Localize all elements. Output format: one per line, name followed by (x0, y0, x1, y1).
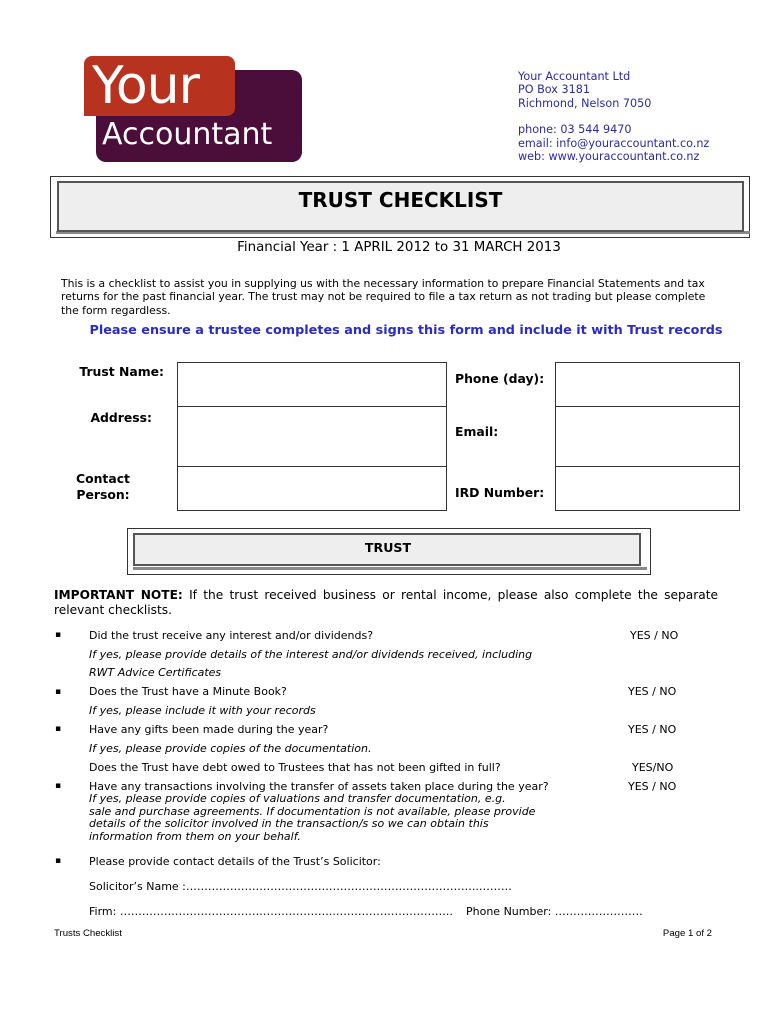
answer-debt[interactable]: YES/NO (632, 761, 674, 774)
question-minute-book: Does the Trust have a Minute Book? (89, 685, 287, 698)
company-logo (84, 56, 302, 162)
note-interest-1: If yes, please provide details of the interest and/or dividends received, including (89, 648, 533, 661)
company-city: Richmond, Nelson 7050 (518, 96, 652, 110)
important-note (54, 588, 718, 617)
address-label: Address: (90, 410, 152, 425)
address-field[interactable] (177, 406, 447, 467)
contact-label-line1: Contact (76, 471, 130, 486)
note-transfers-4: information from them on your behalf. (89, 829, 301, 843)
page-title: TRUST CHECKLIST (298, 188, 503, 212)
company-email: email: info@youraccountant.co.nz (518, 136, 710, 150)
important-note-label: IMPORTANT NOTE: (54, 588, 183, 602)
ird-number-field[interactable] (555, 466, 740, 511)
bullet-2: ▪ (55, 687, 62, 697)
trustee-instruction: Please ensure a trustee completes and signs this form and include it with Trust records (89, 323, 723, 338)
company-name: Your Accountant Ltd (518, 70, 631, 83)
phone-day-label: Phone (day): (455, 371, 545, 386)
answer-gifts[interactable]: YES / NO (628, 723, 677, 736)
question-solicitor: Please provide contact details of the Trust’s Solicitor: (89, 855, 381, 868)
question-debt: Does the Trust have debt owed to Trustees that has not been gifted in full? (89, 761, 501, 774)
section-shadow (133, 567, 647, 570)
financial-year: Financial Year : 1 APRIL 2012 to 31 MARCH 2013 (237, 240, 561, 255)
firm-line[interactable]: Firm: …………………………………………………..………………………….. (89, 905, 453, 918)
contact-label-line2: Person: (76, 487, 130, 502)
footer-page-number: Page 1 of 2 (662, 928, 712, 939)
answer-transfers[interactable]: YES / NO (628, 780, 677, 793)
intro-text: This is a checklist to assist you in supplying us with the necessary information to prepare Financial Statements and tax returns for the past financial year. The trust may not be required to file a tax return as not trading but please complete the form regardless. (61, 277, 706, 317)
bullet-4: ▪ (55, 781, 62, 791)
logo-text-accountant: Accountant (102, 117, 273, 152)
bullet-3: ▪ (55, 724, 62, 734)
question-gifts: Have any gifts been made during the year? (89, 723, 329, 736)
contact-person-field[interactable] (177, 466, 447, 511)
phone-day-field[interactable] (555, 362, 740, 407)
phone-number-line[interactable]: Phone Number: …………………… (466, 905, 643, 918)
question-transfers: Have any transactions involving the transfer of assets taken place during the year? (89, 780, 549, 793)
note-interest-2: RWT Advice Certificates (89, 666, 222, 679)
logo-text-your: Your (92, 56, 200, 116)
email-field[interactable] (555, 406, 740, 467)
note-transfers-3: details of the solicitor involved in the transaction/s so we can obtain this (89, 817, 489, 830)
contact-person-label (60, 471, 146, 503)
trust-name-field[interactable] (177, 362, 447, 407)
trust-name-label: Trust Name: (79, 364, 164, 379)
answer-interest[interactable]: YES / NO (630, 629, 679, 642)
ird-number-label: IRD Number: (455, 485, 545, 500)
important-note-text: If the trust received business or rental income, please also complete the separate relevant checklists. (54, 588, 718, 617)
answer-minute-book[interactable]: YES / NO (628, 685, 677, 698)
solicitor-name-line[interactable]: Solicitor’s Name :……………………………………………………………………..……… (89, 880, 512, 893)
bullet-5: ▪ (55, 856, 62, 866)
question-interest: Did the trust receive any interest and/or dividends? (89, 629, 374, 642)
note-gifts: If yes, please provide copies of the documentation. (89, 742, 372, 755)
company-phone: phone: 03 544 9470 (518, 123, 632, 137)
email-label: Email: (455, 424, 499, 439)
note-transfers (89, 793, 535, 843)
note-transfers-2: sale and purchase agreements. If documentation is not available, please provide (89, 804, 536, 818)
bullet-1: ▪ (55, 630, 62, 640)
company-web: web: www.youraccountant.co.nz (518, 150, 700, 164)
note-minute-book: If yes, please include it with your records (89, 704, 316, 717)
company-po-box: PO Box 3181 (518, 83, 590, 97)
footer-document-name: Trusts Checklist (54, 928, 122, 939)
note-transfers-1: If yes, please provide copies of valuations and transfer documentation, e.g. (89, 792, 506, 805)
section-title: TRUST (364, 540, 412, 555)
company-details (518, 70, 709, 163)
